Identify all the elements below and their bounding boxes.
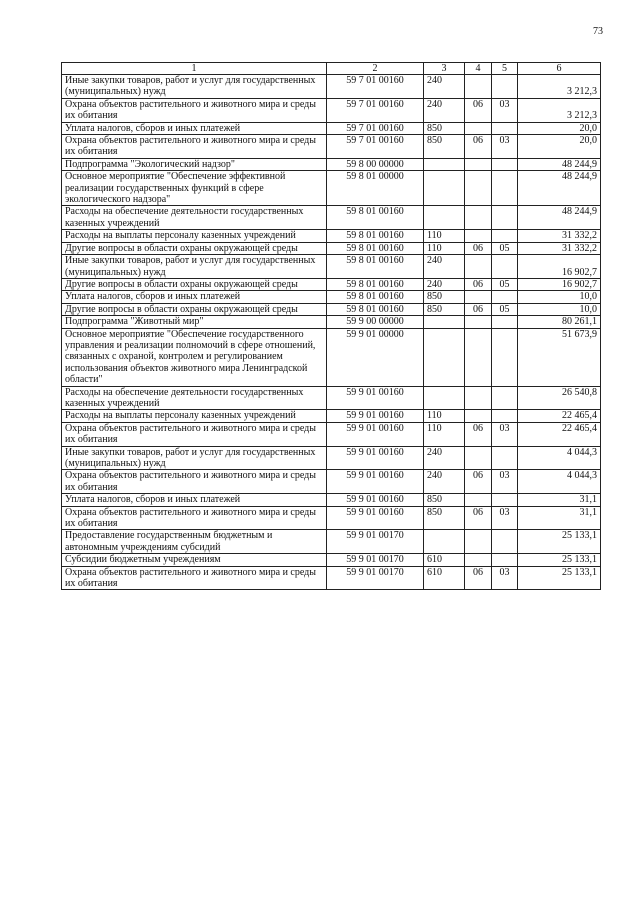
expense-kind-cell: 850: [424, 291, 465, 303]
section-code-cell: 06: [465, 566, 492, 590]
section-code-cell: 06: [465, 422, 492, 446]
section-code-cell: 06: [465, 303, 492, 315]
page-number: 73: [593, 26, 603, 37]
amount-cell: 22 465,4: [518, 422, 601, 446]
target-article-code-cell: 59 8 01 00160: [327, 206, 424, 230]
section-code-cell: [465, 171, 492, 206]
subsection-code-cell: [492, 230, 518, 242]
expense-name-cell: Уплата налогов, сборов и иных платежей: [62, 291, 327, 303]
expense-name-cell: Основное мероприятие "Обеспечение эффективной реализации государственных функций в сфере экологического надзора": [62, 171, 327, 206]
expense-name-cell: Предоставление государственным бюджетным и автономным учреждениям субсидий: [62, 530, 327, 554]
subsection-code-cell: [492, 494, 518, 506]
expense-name-cell: Субсидии бюджетным учреждениям: [62, 554, 327, 566]
subsection-code-cell: 03: [492, 422, 518, 446]
target-article-code-cell: 59 7 01 00160: [327, 122, 424, 134]
target-article-code-cell: 59 7 01 00160: [327, 135, 424, 159]
target-article-code-cell: 59 8 01 00160: [327, 291, 424, 303]
column-header: 1: [62, 63, 327, 75]
target-article-code-cell: 59 8 01 00160: [327, 278, 424, 290]
amount-cell: 10,0: [518, 303, 601, 315]
expense-kind-cell: 850: [424, 135, 465, 159]
expense-name-cell: Охрана объектов растительного и животного мира и среды их обитания: [62, 422, 327, 446]
expense-name-cell: Расходы на выплаты персоналу казенных учреждений: [62, 410, 327, 422]
subsection-code-cell: [492, 171, 518, 206]
amount-cell: 20,0: [518, 135, 601, 159]
amount-cell: 20,0: [518, 122, 601, 134]
subsection-code-cell: [492, 386, 518, 410]
subsection-code-cell: 03: [492, 566, 518, 590]
table-row: [62, 410, 601, 422]
section-code-cell: [465, 386, 492, 410]
target-article-code-cell: 59 9 01 00170: [327, 566, 424, 590]
subsection-code-cell: [492, 446, 518, 470]
amount-cell: 16 902,7: [518, 278, 601, 290]
expense-name-cell: Подпрограмма "Экологический надзор": [62, 158, 327, 170]
table-row: [62, 530, 601, 554]
table-row: [62, 554, 601, 566]
expense-kind-cell: [424, 316, 465, 328]
expense-name-cell: Расходы на выплаты персоналу казенных учреждений: [62, 230, 327, 242]
section-code-cell: [465, 554, 492, 566]
table-row: [62, 291, 601, 303]
table-row: [62, 242, 601, 254]
target-article-code-cell: 59 8 01 00000: [327, 171, 424, 206]
subsection-code-cell: [492, 530, 518, 554]
table-row: [62, 255, 601, 279]
amount-cell: 25 133,1: [518, 530, 601, 554]
expense-name-cell: Расходы на обеспечение деятельности государственных казенных учреждений: [62, 386, 327, 410]
column-header: 4: [465, 63, 492, 75]
expense-name-cell: Другие вопросы в области охраны окружающей среды: [62, 242, 327, 254]
target-article-code-cell: 59 9 00 00000: [327, 316, 424, 328]
expense-name-cell: Охрана объектов растительного и животного мира и среды их обитания: [62, 506, 327, 530]
target-article-code-cell: 59 8 01 00160: [327, 242, 424, 254]
section-code-cell: [465, 158, 492, 170]
expense-kind-cell: 240: [424, 278, 465, 290]
table-row: [62, 75, 601, 99]
table-row: [62, 316, 601, 328]
expense-name-cell: Охрана объектов растительного и животного мира и среды их обитания: [62, 566, 327, 590]
amount-cell: 3 212,3: [518, 75, 601, 99]
subsection-code-cell: [492, 255, 518, 279]
expense-name-cell: Иные закупки товаров, работ и услуг для государственных (муниципальных) нужд: [62, 255, 327, 279]
amount-cell: 48 244,9: [518, 171, 601, 206]
table-header-row: [62, 63, 601, 75]
target-article-code-cell: 59 8 01 00160: [327, 230, 424, 242]
target-article-code-cell: 59 9 01 00160: [327, 470, 424, 494]
section-code-cell: 06: [465, 278, 492, 290]
section-code-cell: [465, 206, 492, 230]
table-row: [62, 303, 601, 315]
column-header: 5: [492, 63, 518, 75]
subsection-code-cell: [492, 328, 518, 386]
target-article-code-cell: 59 8 01 00160: [327, 303, 424, 315]
table-row: [62, 206, 601, 230]
expense-name-cell: Основное мероприятие "Обеспечение государственного управления и реализации полномочий в сфере отношений, связанных с охраной, контролем и регулированием использования объектов животного мира Ленинградской области": [62, 328, 327, 386]
subsection-code-cell: 05: [492, 242, 518, 254]
subsection-code-cell: [492, 316, 518, 328]
expense-name-cell: Иные закупки товаров, работ и услуг для государственных (муниципальных) нужд: [62, 446, 327, 470]
section-code-cell: 06: [465, 470, 492, 494]
expense-kind-cell: [424, 386, 465, 410]
expense-kind-cell: 850: [424, 122, 465, 134]
section-code-cell: [465, 316, 492, 328]
section-code-cell: 06: [465, 506, 492, 530]
subsection-code-cell: 03: [492, 135, 518, 159]
section-code-cell: 06: [465, 242, 492, 254]
expense-kind-cell: 240: [424, 446, 465, 470]
amount-cell: 3 212,3: [518, 98, 601, 122]
target-article-code-cell: 59 9 01 00160: [327, 410, 424, 422]
section-code-cell: [465, 494, 492, 506]
table-row: [62, 328, 601, 386]
expense-kind-cell: 240: [424, 75, 465, 99]
subsection-code-cell: 03: [492, 470, 518, 494]
target-article-code-cell: 59 9 01 00170: [327, 554, 424, 566]
expense-kind-cell: [424, 171, 465, 206]
target-article-code-cell: 59 9 01 00000: [327, 328, 424, 386]
expense-kind-cell: 610: [424, 554, 465, 566]
subsection-code-cell: [492, 291, 518, 303]
expense-kind-cell: [424, 206, 465, 230]
amount-cell: 4 044,3: [518, 446, 601, 470]
table-row: [62, 566, 601, 590]
expense-name-cell: Уплата налогов, сборов и иных платежей: [62, 494, 327, 506]
expense-kind-cell: 240: [424, 255, 465, 279]
section-code-cell: 06: [465, 135, 492, 159]
subsection-code-cell: [492, 75, 518, 99]
amount-cell: 51 673,9: [518, 328, 601, 386]
target-article-code-cell: 59 8 00 00000: [327, 158, 424, 170]
expense-name-cell: Расходы на обеспечение деятельности государственных казенных учреждений: [62, 206, 327, 230]
column-header: 2: [327, 63, 424, 75]
expense-kind-cell: 850: [424, 506, 465, 530]
table-row: [62, 98, 601, 122]
amount-cell: 31,1: [518, 506, 601, 530]
expense-kind-cell: [424, 530, 465, 554]
table-row: [62, 135, 601, 159]
expense-kind-cell: 110: [424, 242, 465, 254]
amount-cell: 31,1: [518, 494, 601, 506]
amount-cell: 10,0: [518, 291, 601, 303]
amount-cell: 4 044,3: [518, 470, 601, 494]
amount-cell: 22 465,4: [518, 410, 601, 422]
section-code-cell: [465, 291, 492, 303]
target-article-code-cell: 59 9 01 00160: [327, 422, 424, 446]
expense-kind-cell: 110: [424, 230, 465, 242]
section-code-cell: 06: [465, 98, 492, 122]
target-article-code-cell: 59 9 01 00160: [327, 494, 424, 506]
expense-name-cell: Иные закупки товаров, работ и услуг для государственных (муниципальных) нужд: [62, 75, 327, 99]
amount-cell: 16 902,7: [518, 255, 601, 279]
expense-name-cell: Уплата налогов, сборов и иных платежей: [62, 122, 327, 134]
expense-name-cell: Охрана объектов растительного и животного мира и среды их обитания: [62, 470, 327, 494]
expense-kind-cell: [424, 328, 465, 386]
expense-name-cell: Охрана объектов растительного и животного мира и среды их обитания: [62, 135, 327, 159]
amount-cell: 25 133,1: [518, 554, 601, 566]
subsection-code-cell: [492, 554, 518, 566]
table-row: [62, 158, 601, 170]
section-code-cell: [465, 328, 492, 386]
amount-cell: 48 244,9: [518, 206, 601, 230]
section-code-cell: [465, 230, 492, 242]
table-row: [62, 386, 601, 410]
amount-cell: 25 133,1: [518, 566, 601, 590]
subsection-code-cell: 05: [492, 303, 518, 315]
subsection-code-cell: 03: [492, 506, 518, 530]
subsection-code-cell: [492, 206, 518, 230]
expense-kind-cell: 850: [424, 303, 465, 315]
table-row: [62, 494, 601, 506]
budget-table: [61, 62, 601, 590]
table-row: [62, 230, 601, 242]
column-header: 6: [518, 63, 601, 75]
table-row: [62, 446, 601, 470]
table-row: [62, 278, 601, 290]
section-code-cell: [465, 446, 492, 470]
expense-kind-cell: 850: [424, 494, 465, 506]
section-code-cell: [465, 122, 492, 134]
target-article-code-cell: 59 7 01 00160: [327, 98, 424, 122]
amount-cell: 31 332,2: [518, 230, 601, 242]
subsection-code-cell: [492, 158, 518, 170]
table-row: [62, 122, 601, 134]
section-code-cell: [465, 530, 492, 554]
target-article-code-cell: 59 9 01 00160: [327, 386, 424, 410]
subsection-code-cell: 03: [492, 98, 518, 122]
expense-kind-cell: 240: [424, 470, 465, 494]
table-row: [62, 506, 601, 530]
expense-name-cell: Охрана объектов растительного и животного мира и среды их обитания: [62, 98, 327, 122]
expense-kind-cell: 110: [424, 410, 465, 422]
section-code-cell: [465, 410, 492, 422]
target-article-code-cell: 59 9 01 00160: [327, 446, 424, 470]
column-header: 3: [424, 63, 465, 75]
expense-kind-cell: 240: [424, 98, 465, 122]
target-article-code-cell: 59 9 01 00170: [327, 530, 424, 554]
expense-kind-cell: [424, 158, 465, 170]
subsection-code-cell: 05: [492, 278, 518, 290]
table-row: [62, 171, 601, 206]
section-code-cell: [465, 75, 492, 99]
expense-kind-cell: 110: [424, 422, 465, 446]
amount-cell: 26 540,8: [518, 386, 601, 410]
expense-name-cell: Подпрограмма "Животный мир": [62, 316, 327, 328]
table-row: [62, 470, 601, 494]
expense-name-cell: Другие вопросы в области охраны окружающей среды: [62, 278, 327, 290]
target-article-code-cell: 59 9 01 00160: [327, 506, 424, 530]
expense-name-cell: Другие вопросы в области охраны окружающей среды: [62, 303, 327, 315]
subsection-code-cell: [492, 122, 518, 134]
expense-kind-cell: 610: [424, 566, 465, 590]
target-article-code-cell: 59 7 01 00160: [327, 75, 424, 99]
section-code-cell: [465, 255, 492, 279]
amount-cell: 80 261,1: [518, 316, 601, 328]
table-row: [62, 422, 601, 446]
target-article-code-cell: 59 8 01 00160: [327, 255, 424, 279]
amount-cell: 31 332,2: [518, 242, 601, 254]
amount-cell: 48 244,9: [518, 158, 601, 170]
subsection-code-cell: [492, 410, 518, 422]
